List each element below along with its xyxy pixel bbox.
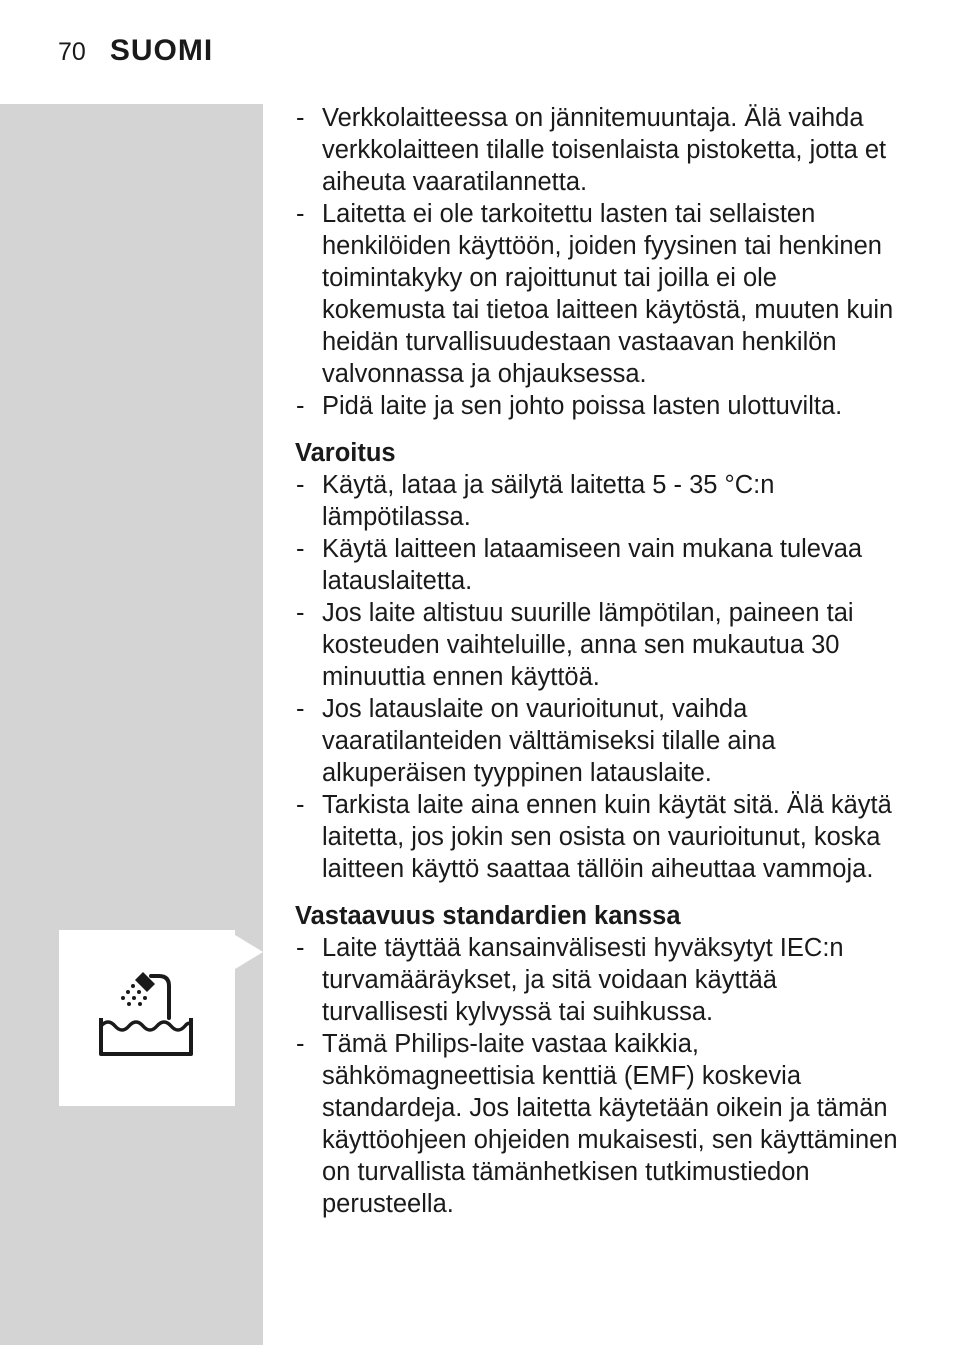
list-item: - Laitetta ei ole tarkoitettu lasten tai sellaisten henkilöiden käyttöön, joiden fyysinen tai henkinen toimintakyky on rajoittunut tai joilla ei ole kokemusta tai tietoa laitteen käytöstä, muuten kuin heidän turvallisuudestaan vastaavan henkilön valvonnassa ja ohjauksessa.: [296, 200, 894, 388]
list-item: - Käytä laitteen lataamiseen vain mukana tulevaa latauslaitetta.: [296, 535, 863, 595]
list-item: - Jos latauslaite on vaurioitunut, vaihda vaaratilanteiden välttämiseksi tilalle aina alkuperäisen tyyppinen latauslaite.: [296, 695, 776, 787]
list-item: - Tämä Philips-laite vastaa kaikkia, sähkömagneettisia kenttiä (EMF) koskevia standardeja. Jos laitetta käytetään oikein ja tämän käyttöohjeen ohjeiden mukaisesti, sen käyttäminen on turvallista tämänhetkisen tutkimustiedon perusteella.: [296, 1030, 898, 1218]
warning-heading: Varoitus: [295, 439, 396, 467]
list-item: - Laite täyttää kansainvälisesti hyväksytyt IEC:n turvamääräykset, ja sitä voidaan käyttää turvallisesti kylvyssä tai suihkussa.: [296, 934, 844, 1026]
sidebar-panel: [0, 104, 263, 1345]
intro-list: [295, 102, 905, 422]
warning-list: [295, 469, 905, 885]
list-item: - Tarkista laite aina ennen kuin käytät sitä. Älä käytä laitetta, jos jokin sen osista on vaurioitunut, koska laitteen käyttö saattaa tällöin aiheuttaa vammoja.: [296, 791, 892, 883]
list-item: - Käytä, lataa ja säilytä laitetta 5 - 35 °C:n lämpötilassa.: [296, 471, 775, 531]
icon-pointer: [235, 935, 263, 969]
page-header: [58, 34, 213, 74]
bath-shower-icon: [95, 970, 195, 1062]
main-content: [295, 102, 905, 1220]
standards-heading: Vastaavuus standardien kanssa: [295, 902, 681, 930]
list-item: - Verkkolaitteessa on jännitemuuntaja. Älä vaihda verkkolaitteen tilalle toisenlaista pistoketta, jotta et aiheuta vaaratilannetta.: [296, 104, 887, 196]
icon-box: [59, 930, 235, 1106]
list-item: - Pidä laite ja sen johto poissa lasten ulottuvilta.: [296, 392, 843, 420]
section-title: SUOMI: [109, 34, 214, 67]
page-number: 70: [58, 38, 86, 66]
standards-list: [295, 932, 905, 1220]
list-item: - Jos laite altistuu suurille lämpötilan, paineen tai kosteuden vaihteluille, anna sen mukautua 30 minuuttia ennen käyttöä.: [296, 599, 854, 691]
